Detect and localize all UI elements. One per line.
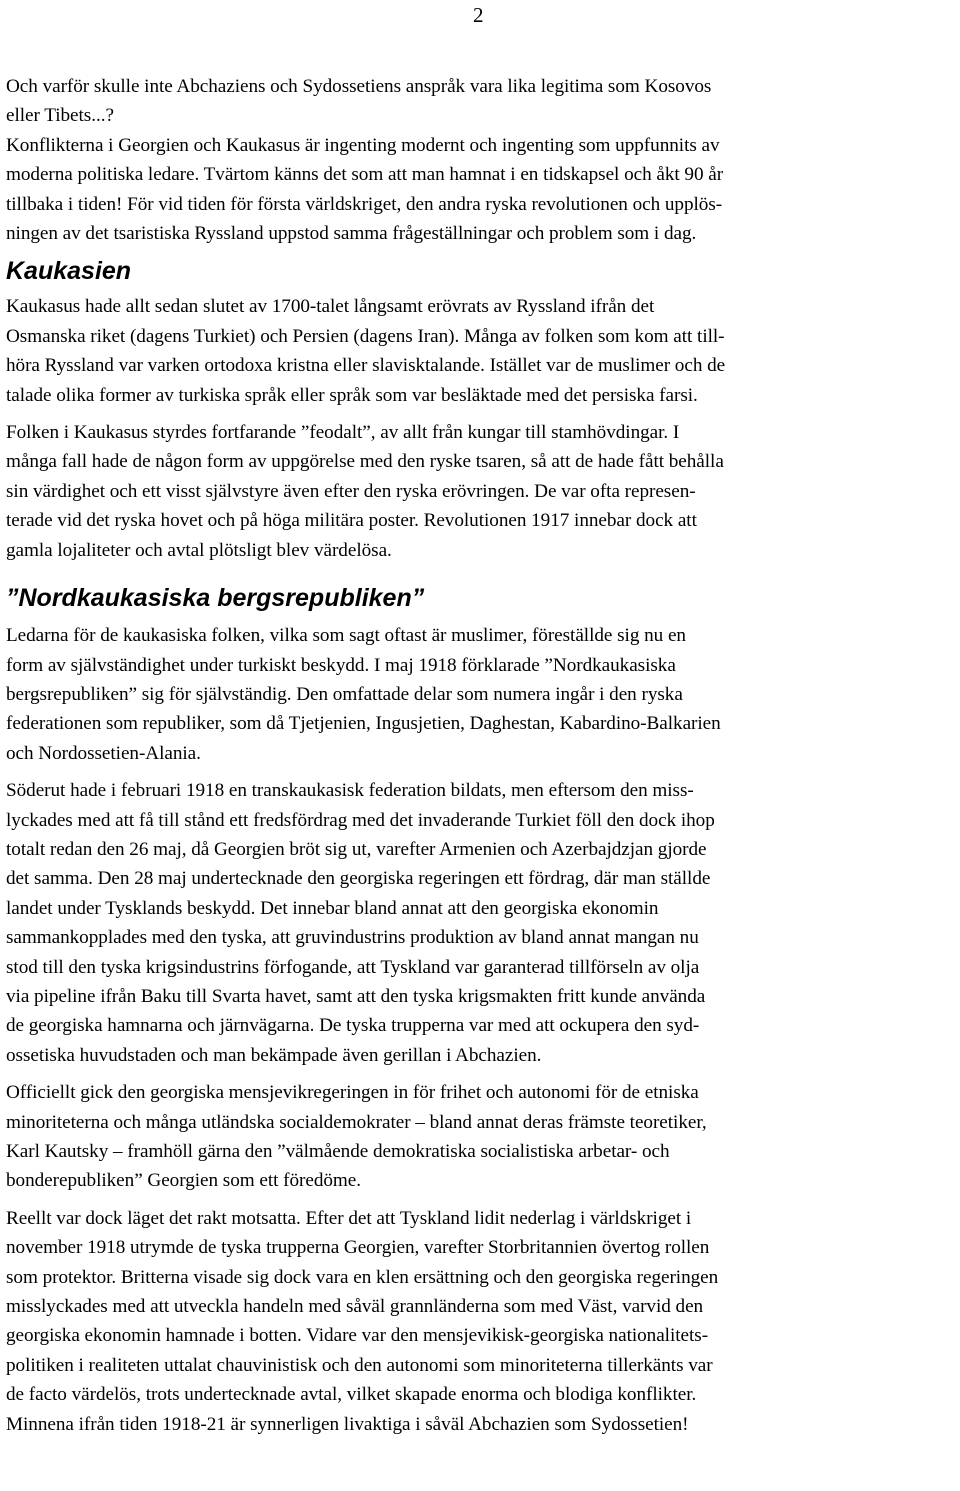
- bergsrepubliken-paragraph-3: Officiellt gick den georgiska mensjevikregeringen in för frihet och autonomi för de etniska minoriteterna och många utländska socialdemokrater – bland annat deras främste teoretiker, Karl Kautsky – framhöll gärna den ”välmående demokratiska socialistiska arbetar- och bonderepubliken” Georgien som ett föredöme.: [6, 1082, 707, 1192]
- page-body: [6, 72, 954, 1447]
- kaukasien-paragraph-1: Kaukasus hade allt sedan slutet av 1700-talet långsamt erövrats av Ryssland ifrån det Osmanska riket (dagens Turkiet) och Persien (dagens Iran). Många av folken som kom att till- höra Ryssland var varken ortodoxa kristna eller slavisktalande. Istället var de muslimer och de talade olika former av turkiska språk eller språk som var besläktade med det persiska farsi.: [6, 296, 726, 406]
- section-heading-bergsrepubliken: ”Nordkaukasiska bergsrepubliken”: [6, 584, 425, 613]
- bergsrepubliken-paragraph-1: Ledarna för de kaukasiska folken, vilka som sagt oftast är muslimer, föreställde sig nu en form av självständighet under turkiskt beskydd. I maj 1918 förklarade ”Nordkaukasiska bergsrepubliken” sig för självständig. Den omfattade delar som numera ingår i den ryska federationen som republiker, som då Tjetjenien, Ingusjetien, Daghestan, Kabardino-Balkarien och Nordossetien-Alania.: [6, 625, 721, 764]
- bergsrepubliken-paragraph-2: Söderut hade i februari 1918 en transkaukasisk federation bildats, men eftersom den miss- lyckades med att få till stånd ett fredsfördrag med det invaderande Turkiet föll den dock ihop totalt redan den 26 maj, då Georgien bröt sig ut, varefter Armenien och Azerbajdzjan gjorde det samma. Den 28 maj undertecknade den georgiska regeringen ett fördrag, där man ställde landet under Tysklands beskydd. Det innebar bland annat att den georgiska ekonomin sammankopplades med den tyska, att gruvindustrins produktion av bland annat mangan nu stod till den tyska krigsindustrins förfogande, att Tyskland var garanterad tillförseln av olja via pipeline ifrån Baku till Svarta havet, samt att den tyska krigsmakten fritt kunde använda de georgiska hamnarna och järnvägarna. De tyska trupperna var med att ockupera den syd- ossetiska huvudstaden och man bekämpade även gerillan i Abchazien.: [6, 780, 715, 1066]
- page-number: 2: [473, 3, 484, 27]
- bergsrepubliken-paragraph-4: Reellt var dock läget det rakt motsatta. Efter det att Tyskland lidit nederlag i världskriget i november 1918 utrymde de tyska trupperna Georgien, varefter Storbritannien övertog rollen som protektor. Britterna visade sig dock vara en klen ersättning och den georgiska regeringen misslyckades med att utveckla handeln med såväl grannländerna som med Väst, varvid den georgiska ekonomin hamnade i botten. Vidare var den mensjevikisk-georgiska nationalitets- politiken i realiteten uttalat chauvinistisk och den autonomi som minoriteterna tillerkänts var de facto värdelös, trots undertecknade avtal, vilket skapade enorma och blodiga konflikter. Minnena ifrån tiden 1918-21 är synnerligen livaktiga i såväl Abchazien som Sydossetien!: [6, 1207, 719, 1435]
- intro-paragraph-2: Konflikterna i Georgien och Kaukasus är ingenting modernt och ingenting som uppfunnits av moderna politiska ledare. Tvärtom känns det som att man hamnat i en tidskapsel och åkt 90 år tillbaka i tiden! För vid tiden för första världskriget, den andra ryska revolutionen och upplös- ningen av det tsaristiska Ryssland uppstod samma frågeställningar och problem som i dag.: [6, 134, 724, 245]
- section-heading-kaukasien: Kaukasien: [6, 257, 132, 286]
- intro-paragraph-1: Och varför skulle inte Abchaziens och Sydossetiens anspråk vara lika legitima som Kosovos eller Tibets...?: [6, 76, 712, 127]
- kaukasien-paragraph-2: Folken i Kaukasus styrdes fortfarande ”feodalt”, av allt från kungar till stamhövdingar. I många fall hade de någon form av uppgörelse med den ryske tsaren, så att de hade fått behålla sin värdighet och ett visst självstyre även efter den ryska erövringen. De var ofta represen- terade vid det ryska hovet och på höga militära poster. Revolutionen 1917 innebar dock att gamla lojaliteter och avtal plötsligt blev värdelösa.: [6, 422, 724, 561]
